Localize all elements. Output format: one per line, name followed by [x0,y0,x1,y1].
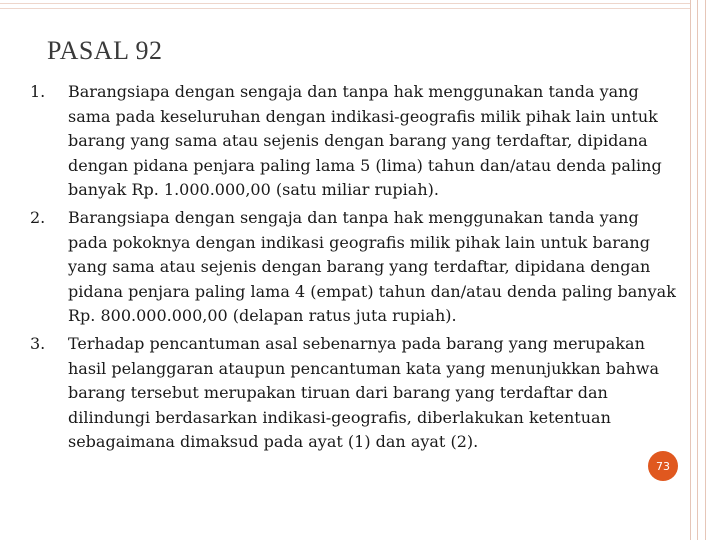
right-border-line [705,0,706,540]
top-border-line [0,3,690,4]
right-border-line [697,0,698,540]
article-list [30,80,678,458]
right-border-line [690,0,691,540]
list-item-number: 1. [30,82,46,101]
page-title: PASAL 92 [47,36,163,65]
list-item-text: Barangsiapa dengan sengaja dan tanpa hak menggunakan tanda yang sama pada keseluruhan dengan indikasi-geografis milik pihak lain untuk barang yang sama atau sejenis dengan barang yang terdaftar, dipidana dengan pidana penjara paling lama 5 (lima) tahun dan/atau denda paling banyak Rp. 1.000.000,00 (satu miliar rupiah). [68,82,662,200]
top-border-line [0,8,690,9]
list-item [30,206,678,329]
list-item-number: 3. [30,333,46,353]
list-item-number: 2. [30,207,46,227]
list-item [30,80,678,203]
list-item-text: Barangsiapa dengan sengaja dan tanpa hak menggunakan tanda yang pada pokoknya dengan indikasi geografis milik pihak lain untuk barang yang sama atau sejenis dengan barang yang terdaftar, dipidana dengan pidana penjara paling lama 4 (empat) tahun dan/atau denda paling banyak Rp. 800.000.000,00 (delapan ratus juta rupiah). [68,207,676,326]
page-number-badge: 73 [648,451,678,481]
list-item-text: Terhadap pencantuman asal sebenarnya pada barang yang merupakan hasil pelanggaran ataupun pencantuman kata yang menunjukkan bahwa barang tersebut merupakan tiruan dari barang yang terdaftar dan dilindungi berdasarkan indikasi-geografis, diberlakukan ketentuan sebagaimana dimaksud pada ayat (1) dan ayat (2). [68,333,660,452]
list-item [30,332,678,455]
